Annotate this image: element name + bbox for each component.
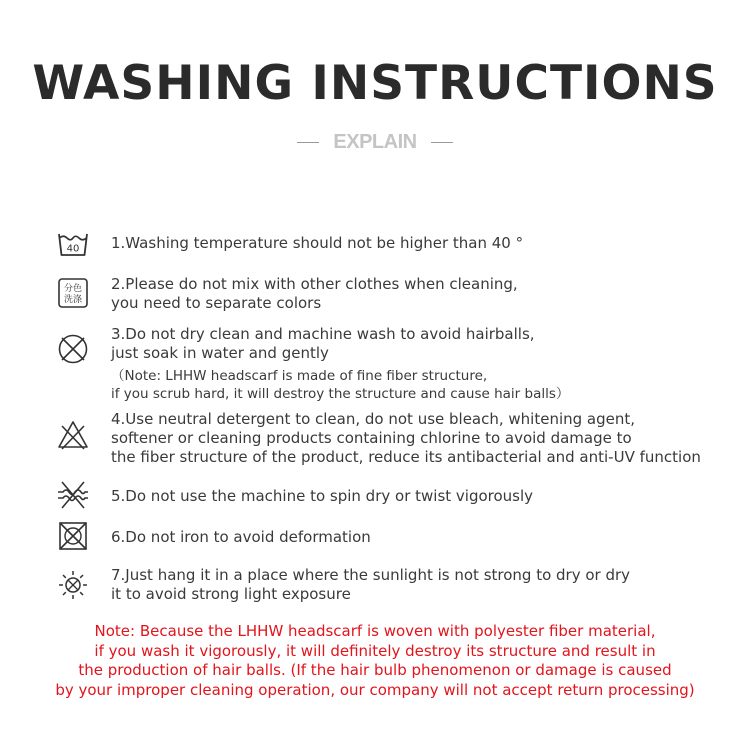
instruction-line: 7.Just hang it in a place where the sunlight is not strong to dry or dry [111, 566, 631, 584]
note-line: if you scrub hard, it will destroy the structure and cause hair balls） [111, 386, 570, 402]
warning-line: the production of hair balls. (If the hair bulb phenomenon or damage is caused [78, 661, 672, 679]
divider [297, 142, 319, 143]
warning-line: Note: Because the LHHW headscarf is woven with polyester fiber material, [94, 622, 656, 640]
instruction-line: 6.Do not iron to avoid deformation [111, 528, 371, 546]
instruction-text [111, 234, 523, 253]
separate-label-top: 分色 [63, 284, 83, 294]
instruction-text [111, 566, 630, 604]
instruction-text [111, 275, 518, 313]
warning-line: if you wash it vigorously, it will definitely destroy its structure and result in [94, 641, 656, 660]
note-line: （Note: LHHW headscarf is made of fine fiber structure, [111, 368, 488, 384]
divider [431, 142, 453, 143]
instruction-note [111, 367, 569, 403]
no-bleach-icon [56, 418, 90, 452]
instruction-line: 1.Washing temperature should not be higher than 40 ° [111, 234, 524, 252]
instruction-line: just soak in water and gently [111, 344, 329, 362]
warning-note [0, 622, 750, 700]
instruction-line: it to avoid strong light exposure [111, 585, 351, 603]
subtitle-label: EXPLAIN [333, 130, 417, 153]
instruction-line: 3.Do not dry clean and machine wash to avoid hairballs, [111, 325, 535, 343]
wash-40-icon [56, 226, 90, 260]
shade-dry-icon [56, 568, 90, 602]
instruction-line: 2.Please do not mix with other clothes when cleaning, [111, 275, 518, 293]
wash-temperature-label: 40 [66, 243, 80, 255]
instruction-text [111, 325, 535, 363]
instruction-line: you need to separate colors [111, 294, 322, 312]
instruction-line: 4.Use neutral detergent to clean, do not use bleach, whitening agent, [111, 410, 636, 428]
instruction-text [111, 487, 533, 506]
instruction-text [111, 410, 701, 467]
separate-colors-icon [56, 276, 90, 310]
no-tumble-dry-icon [56, 519, 90, 553]
page-title: WASHING INSTRUCTIONS [32, 56, 718, 111]
instruction-line: the fiber structure of the product, reduce its antibacterial and anti-UV function [111, 448, 701, 466]
instruction-text [111, 528, 371, 547]
instruction-line: 5.Do not use the machine to spin dry or twist vigorously [111, 487, 534, 505]
no-dry-clean-icon [56, 332, 90, 366]
separate-label-bottom: 洗涤 [63, 295, 83, 305]
no-wring-icon [56, 478, 90, 512]
instruction-line: softener or cleaning products containing chlorine to avoid damage to [111, 429, 632, 447]
section-subtitle [0, 128, 750, 156]
warning-line: by your improper cleaning operation, our company will not accept return processing) [55, 680, 695, 699]
